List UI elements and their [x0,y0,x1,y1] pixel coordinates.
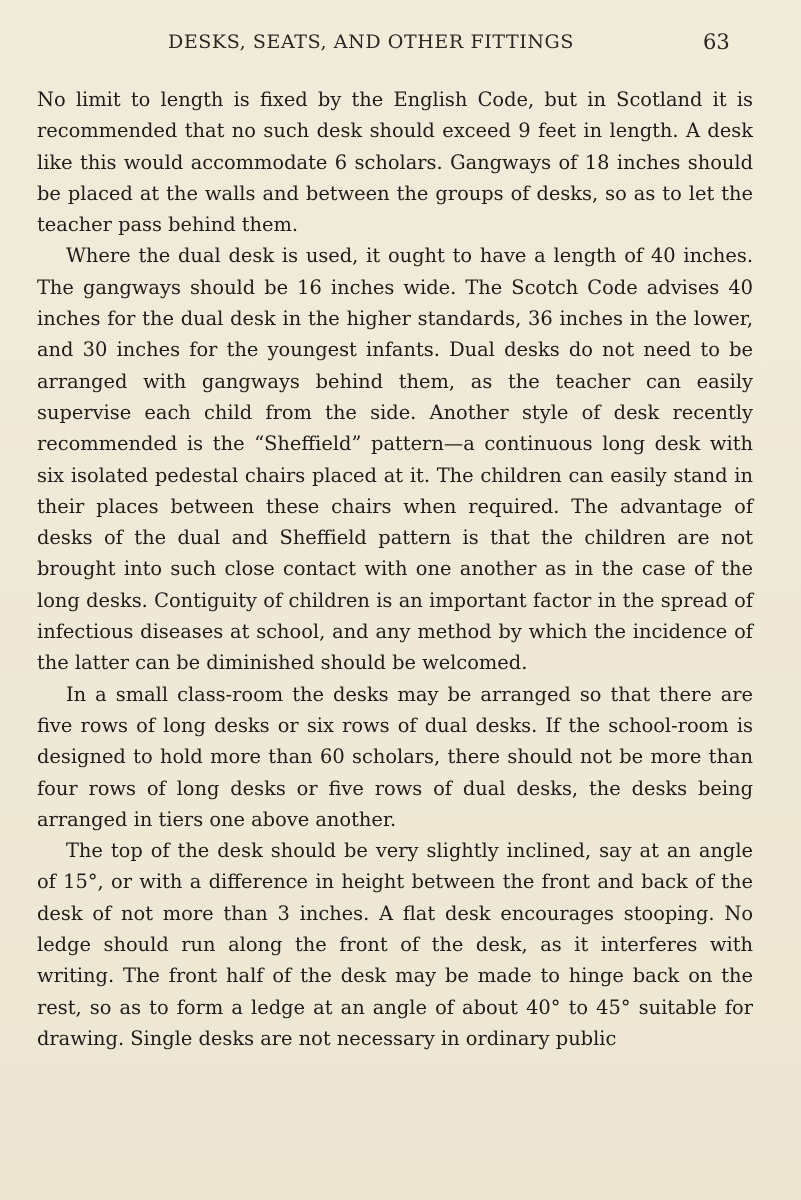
running-title: DESKS, SEATS, AND OTHER FITTINGS [168,31,574,53]
page-number: 63 [703,30,730,54]
running-head [0,31,801,61]
paragraph: No limit to length is fixed by the English Code, but in Scotland it is recommended that no such desk should exceed 9 feet in length. A desk like this would accommodate 6 scholars. Gangways of 18 inches should be placed at the walls and between the groups of desks, so as to let the teacher pass behind them. [37,88,753,237]
paragraph: In a small class-room the desks may be arranged so that there are five rows of long desks or six rows of dual desks. If the school-room is designed to hold more than 60 scholars, there should not be more than four rows of long desks or five rows of dual desks, the desks being arranged in tiers one above another. [37,682,753,831]
paragraph: The top of the desk should be very slightly inclined, say at an angle of 15°, or with a difference in height between the front and back of the desk of not more than 3 inches. A flat desk encourages stooping. No ledge should run along the front of the desk, as it interferes with writing. The front half of the desk may be made to hinge back on the rest, so as to form a ledge at an angle of about 40° to 45° suitable for drawing. Single desks are not necessary in ordinary public [37,839,753,1050]
paragraph: Where the dual desk is used, it ought to have a length of 40 inches. The gangways should be 16 inches wide. The Scotch Code advises 40 inches for the dual desk in the higher standards, 36 inches in the lower, and 30 inches for the youngest infants. Dual desks do not need to be arranged with gangways behind them, as the teacher can easily supervise each child from the side. Another style of desk recently recommended is the “Sheffield” pattern—a continuous long desk with six isolated pedestal chairs placed at it. The children can easily stand in their places between these chairs when required. The advantage of desks of the dual and Sheffield pattern is that the children are not brought into such close contact with one another as in the case of the long desks. Contiguity of children is an important factor in the spread of infectious diseases at school, and any method by which the incidence of the latter can be diminished should be welcomed. [37,244,753,675]
body-text [37,84,753,1054]
